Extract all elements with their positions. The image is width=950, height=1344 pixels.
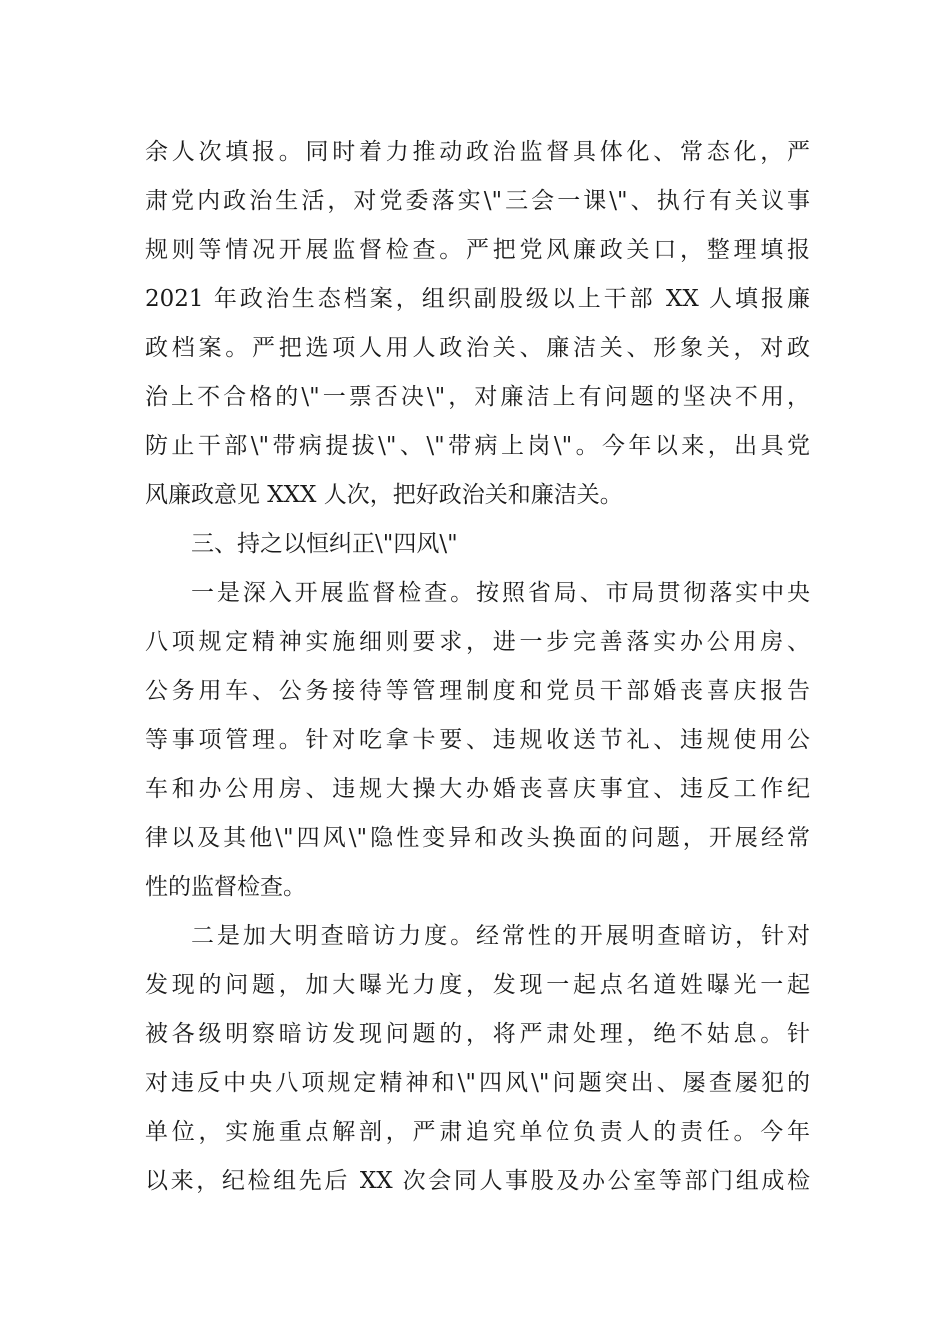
text-line: 等事项管理。针对吃拿卡要、违规收送节礼、违规使用公 — [145, 727, 810, 753]
text-line: 以来，纪检组先后 XX 次会同人事股及办公室等部门组成检 — [145, 1168, 810, 1194]
text-line: 规则等情况开展监督检查。严把党风廉政关口，整理填报 — [145, 237, 810, 263]
text-line: 单位，实施重点解剖，严肃追究单位负责人的责任。今年 — [145, 1119, 810, 1145]
text-line: 发现的问题，加大曝光力度，发现一起点名道姓曝光一起 — [145, 972, 810, 998]
text-line: 律以及其他\"四风\"隐性变异和改头换面的问题，开展经常 — [145, 825, 810, 851]
text-line: 肃党内政治生活，对党委落实\"三会一课\"、执行有关议事 — [145, 188, 810, 214]
text-line: 防止干部\"带病提拔\"、\"带病上岗\"。今年以来，出具党 — [145, 433, 810, 459]
section-heading: 三、持之以恒纠正\"四风\" — [191, 531, 458, 557]
document-body — [145, 128, 810, 1206]
paragraph-start-line: 二是加大明查暗访力度。经常性的开展明查暗访，针对 — [191, 923, 810, 949]
text-line: 余人次填报。同时着力推动政治监督具体化、常态化，严 — [145, 139, 810, 165]
text-line: 治上不合格的\"一票否决\"，对廉洁上有问题的坚决不用， — [145, 384, 810, 410]
text-line: 公务用车、公务接待等管理制度和党员干部婚丧喜庆报告 — [145, 678, 810, 704]
text-line: 八项规定精神实施细则要求，进一步完善落实办公用房、 — [145, 629, 810, 655]
text-line: 政档案。严把选项人用人政治关、廉洁关、形象关，对政 — [145, 335, 810, 361]
text-line: 风廉政意见 XXX 人次，把好政治关和廉洁关。 — [145, 482, 623, 508]
text-line: 车和办公用房、违规大操大办婚丧喜庆事宜、违反工作纪 — [145, 776, 810, 802]
text-line: 2021 年政治生态档案，组织副股级以上干部 XX 人填报廉 — [145, 286, 810, 312]
paragraph-start-line: 一是深入开展监督检查。按照省局、市局贯彻落实中央 — [191, 580, 810, 606]
text-line: 被各级明察暗访发现问题的，将严肃处理，绝不姑息。针 — [145, 1021, 810, 1047]
text-line: 对违反中央八项规定精神和\"四风\"问题突出、屡查屡犯的 — [145, 1070, 810, 1096]
text-line: 性的监督检查。 — [145, 874, 306, 900]
